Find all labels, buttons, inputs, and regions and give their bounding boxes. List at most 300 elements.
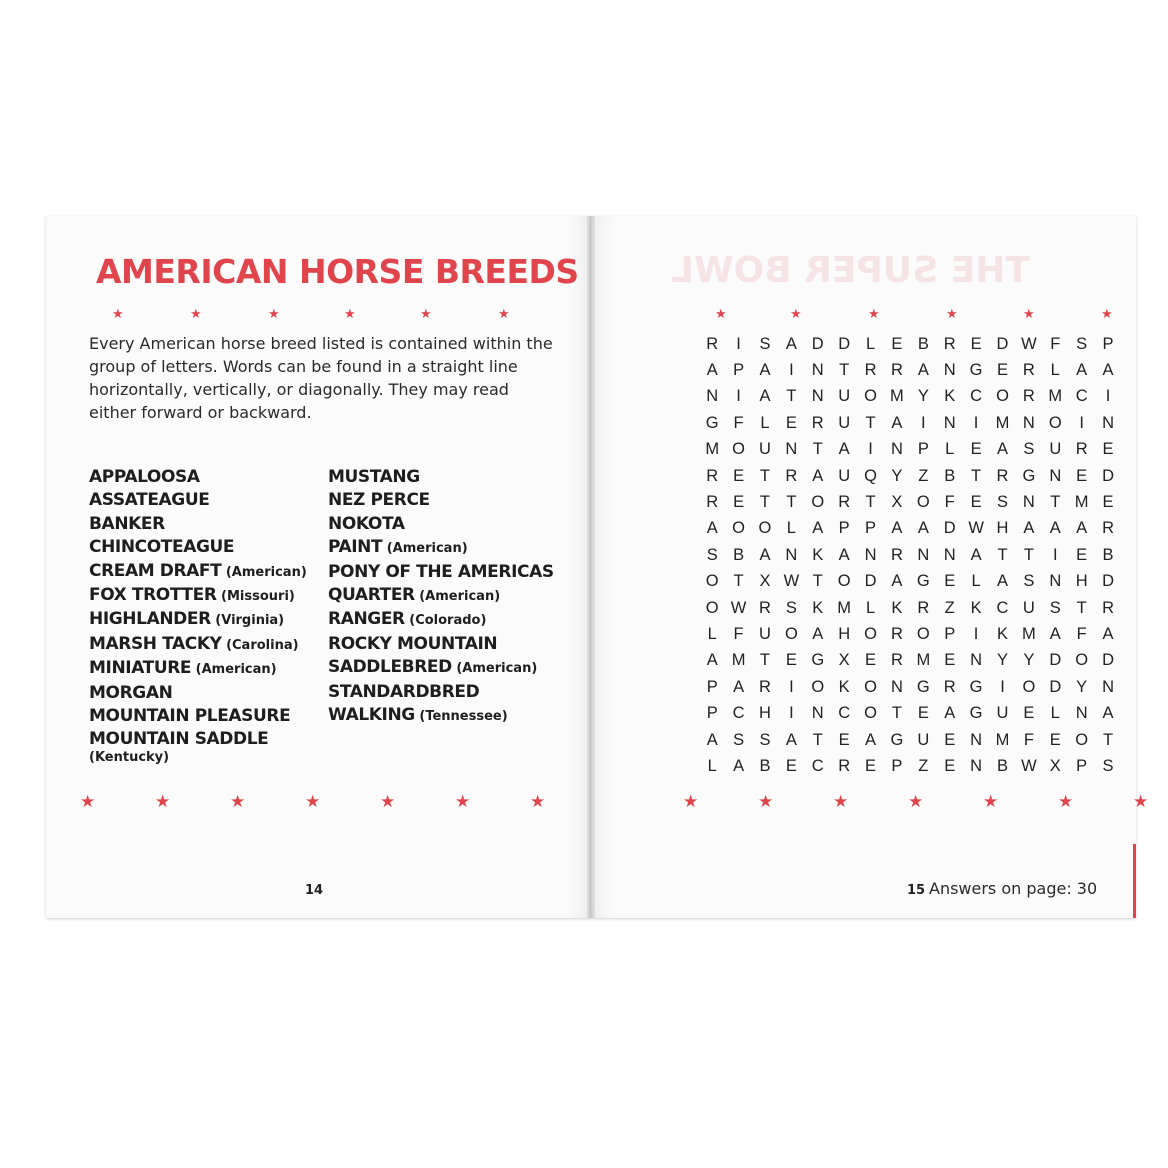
word-list-item [328, 584, 554, 608]
breed-name: MARSH TACKY [89, 633, 222, 654]
grid-letter: T [759, 651, 771, 670]
grid-letter: R [1075, 440, 1088, 459]
word-list-item [89, 633, 307, 657]
grid-letter: O [837, 572, 851, 591]
grid-letter: E [944, 730, 956, 749]
grid-letter: N [970, 730, 983, 749]
grid-letter: O [1075, 730, 1089, 749]
grid-letter: M [916, 651, 931, 670]
grid-letter: R [943, 677, 956, 696]
breed-note: (Tennessee) [414, 709, 508, 725]
star-icon: ★ [498, 307, 510, 322]
word-list-item [328, 536, 554, 560]
grid-letter: L [760, 413, 770, 432]
grid-letter: M [1022, 624, 1036, 643]
grid-letter: U [1049, 440, 1062, 459]
word-list-item [328, 561, 554, 584]
grid-letter: T [839, 361, 850, 380]
grid-letter: R [706, 466, 719, 485]
star-icon: ★ [1023, 307, 1035, 322]
grid-letter: A [996, 440, 1008, 459]
grid-letter: O [996, 387, 1009, 406]
breed-note: (Missouri) [216, 589, 295, 605]
grid-letter: H [838, 624, 851, 643]
grid-letter: M [890, 387, 904, 406]
grid-letter: M [995, 730, 1010, 749]
page-number: 15 [907, 883, 926, 898]
breed-note: (American) [451, 661, 538, 677]
breed-note: (Virginia) [210, 613, 285, 629]
breed-note: (American) [191, 662, 277, 678]
grid-letter: A [812, 519, 824, 538]
grid-letter: A [1076, 519, 1088, 538]
grid-letter: D [1102, 572, 1115, 591]
grid-letter: K [812, 545, 824, 564]
grid-letter: I [736, 334, 741, 353]
grid-letter: T [812, 572, 823, 591]
grid-letter: I [1105, 387, 1111, 406]
grid-row [699, 437, 1121, 463]
grid-letter: R [759, 598, 771, 617]
grid-letter: T [971, 466, 982, 485]
grid-letter: O [811, 677, 825, 696]
breed-note: (American) [414, 589, 501, 605]
grid-letter: U [917, 730, 930, 749]
grid-letter: T [786, 493, 797, 512]
word-list-item [328, 681, 554, 704]
grid-letter: H [996, 519, 1009, 538]
grid-letter: G [916, 572, 930, 591]
breed-name: STANDARDBRED [328, 681, 480, 702]
grid-letter: A [785, 334, 797, 353]
grid-letter: A [1102, 361, 1114, 380]
grid-letter: P [1076, 756, 1088, 775]
grid-letter: S [759, 334, 771, 353]
grid-letter: D [838, 334, 851, 353]
grid-letter: L [945, 440, 955, 459]
show-through-title: THE SUPER BOWL [671, 250, 1030, 291]
grid-letter: A [865, 730, 877, 749]
grid-letter: C [996, 598, 1009, 617]
grid-letter: N [943, 545, 956, 564]
star-icon: ★ [1058, 792, 1074, 812]
grid-letter: O [811, 493, 825, 512]
breed-note: (Kentucky) [89, 749, 170, 765]
grid-letter: E [785, 413, 797, 432]
grid-letter: T [759, 493, 771, 512]
grid-letter: E [944, 572, 956, 591]
grid-letter: U [996, 704, 1009, 723]
grid-letter: S [1023, 440, 1035, 459]
grid-letter: S [733, 730, 745, 749]
grid-letter: R [1022, 387, 1035, 406]
grid-letter: Y [891, 466, 903, 485]
grid-letter: U [838, 413, 851, 432]
grid-letter: X [1049, 756, 1061, 775]
grid-letter: U [1022, 598, 1035, 617]
grid-letter: K [891, 598, 903, 617]
grid-letter: W [730, 598, 747, 617]
grid-letter: I [973, 624, 979, 643]
grid-letter: R [706, 493, 719, 512]
grid-letter: R [811, 413, 824, 432]
grid-letter: E [785, 651, 797, 670]
grid-letter: R [1022, 361, 1035, 380]
star-icon: ★ [1101, 307, 1113, 322]
grid-letter: N [706, 387, 719, 406]
grid-row [699, 674, 1121, 700]
grid-letter: P [865, 519, 877, 538]
grid-letter: O [864, 624, 877, 643]
grid-letter: L [865, 334, 876, 353]
grid-letter: P [733, 361, 745, 380]
grid-letter: B [917, 334, 929, 353]
grid-letter: I [789, 677, 794, 696]
grid-letter: A [1102, 624, 1114, 643]
grid-letter: U [759, 440, 771, 459]
grid-letter: A [917, 519, 929, 538]
grid-letter: M [1048, 387, 1063, 406]
word-list-item [89, 584, 307, 608]
grid-letter: I [789, 704, 794, 723]
grid-letter: O [916, 493, 930, 512]
grid-letter: O [864, 677, 877, 696]
grid-letter: L [971, 572, 981, 591]
grid-letter: A [706, 361, 718, 380]
grid-letter: O [705, 572, 719, 591]
star-icon: ★ [983, 792, 999, 812]
grid-letter: B [1102, 545, 1114, 564]
grid-letter: M [705, 440, 720, 459]
grid-letter: R [890, 651, 903, 670]
grid-row [699, 384, 1121, 410]
word-list-item [89, 536, 307, 559]
grid-letter: M [731, 651, 746, 670]
grid-letter: A [1049, 624, 1061, 643]
grid-letter: A [917, 361, 929, 380]
breed-name: MUSTANG [328, 467, 420, 487]
grid-letter: I [1000, 677, 1005, 696]
word-list-item [89, 705, 307, 728]
breed-name: PONY OF THE AMERICAS [328, 561, 554, 582]
grid-row [699, 542, 1121, 568]
grid-letter: T [733, 572, 744, 591]
grid-letter: E [944, 756, 956, 775]
word-list-item [89, 489, 307, 512]
breed-name: CHINCOTEAGUE [89, 537, 235, 558]
grid-letter: O [864, 387, 877, 406]
breed-name: MOUNTAIN SADDLE [89, 729, 269, 750]
grid-row [699, 621, 1121, 647]
grid-row [699, 489, 1121, 515]
breed-name: CREAM DRAFT [89, 560, 222, 581]
grid-letter: M [837, 598, 852, 617]
grid-letter: P [706, 677, 718, 696]
grid-letter: Y [996, 651, 1008, 670]
grid-letter: R [838, 493, 851, 512]
grid-letter: L [1050, 361, 1060, 380]
grid-letter: K [812, 598, 824, 617]
grid-letter: A [891, 413, 903, 432]
breed-note: (American) [221, 564, 307, 580]
answers-note: Answers on page: 30 [929, 879, 1098, 898]
grid-letter: R [759, 677, 771, 696]
breed-name: FOX TROTTER [89, 585, 217, 606]
grid-letter: S [1023, 572, 1035, 591]
grid-letter: O [864, 704, 877, 723]
star-icon: ★ [946, 307, 958, 322]
breed-note: (American) [382, 541, 468, 557]
grid-letter: E [1023, 704, 1035, 723]
word-list-item [328, 656, 554, 680]
star-icon: ★ [344, 307, 356, 322]
grid-letter: A [812, 624, 824, 643]
breed-name: RANGER [328, 609, 405, 630]
grid-letter: Y [917, 387, 929, 406]
star-icon: ★ [455, 792, 471, 812]
grid-letter: N [970, 756, 983, 775]
page-number: 14 [305, 883, 324, 898]
page-title: AMERICAN HORSE BREEDS [96, 252, 579, 291]
grid-letter: D [1049, 677, 1062, 696]
breed-note: (Carolina) [221, 637, 299, 653]
grid-letter: U [838, 387, 851, 406]
grid-letter: E [970, 493, 982, 512]
grid-letter: N [864, 545, 877, 564]
grid-letter: A [838, 545, 850, 564]
grid-letter: H [759, 704, 771, 723]
grid-letter: I [973, 413, 979, 432]
grid-letter: G [705, 413, 719, 432]
breed-name: NEZ PERCE [328, 490, 430, 511]
grid-letter: N [811, 387, 824, 406]
grid-letter: O [1075, 651, 1089, 670]
word-list-item [89, 608, 307, 632]
grid-letter: R [890, 624, 903, 643]
grid-letter: W [783, 572, 800, 591]
grid-letter: H [1075, 572, 1088, 591]
grid-row [699, 463, 1121, 489]
star-icon: ★ [380, 792, 396, 812]
grid-letter: T [1023, 545, 1034, 564]
grid-letter: S [1049, 598, 1061, 617]
grid-letter: A [891, 519, 903, 538]
breed-name: WALKING [328, 705, 415, 726]
right-page [591, 216, 1149, 918]
grid-letter: N [1022, 413, 1035, 432]
grid-row [699, 648, 1121, 674]
grid-letter: D [1102, 466, 1115, 485]
star-icon: ★ [908, 792, 924, 812]
grid-letter: N [970, 651, 983, 670]
grid-letter: P [838, 519, 850, 538]
open-puzzle-book [46, 216, 1149, 918]
grid-letter: N [1022, 493, 1035, 512]
grid-letter: N [811, 361, 824, 380]
grid-letter: T [997, 545, 1008, 564]
grid-letter: N [890, 677, 903, 696]
grid-letter: L [786, 519, 796, 538]
grid-letter: O [1048, 413, 1062, 432]
grid-letter: P [1102, 334, 1114, 353]
grid-letter: E [733, 493, 745, 512]
grid-letter: B [759, 756, 771, 775]
grid-letter: E [785, 756, 797, 775]
grid-letter: L [707, 756, 717, 775]
grid-letter: F [1076, 624, 1087, 643]
grid-letter: K [996, 624, 1008, 643]
star-icon: ★ [80, 792, 96, 812]
grid-letter: Z [944, 598, 955, 617]
grid-letter: N [943, 413, 956, 432]
grid-letter: A [1076, 361, 1088, 380]
grid-letter: D [864, 572, 877, 591]
grid-letter: E [970, 440, 982, 459]
grid-letter: Y [1023, 651, 1035, 670]
grid-letter: T [812, 440, 823, 459]
grid-letter: I [921, 413, 926, 432]
word-list-item [89, 466, 307, 489]
grid-letter: T [1076, 598, 1087, 617]
grid-letter: G [916, 677, 930, 696]
grid-letter: N [890, 440, 903, 459]
grid-letter: C [838, 704, 851, 723]
grid-letter: E [996, 361, 1008, 380]
grid-letter: T [1103, 730, 1114, 749]
word-list-item [328, 489, 554, 512]
breed-name: MINIATURE [89, 658, 192, 679]
grid-letter: F [1023, 730, 1034, 749]
grid-letter: I [868, 440, 873, 459]
grid-letter: D [811, 334, 824, 353]
grid-letter: O [732, 440, 745, 459]
star-icon: ★ [683, 792, 699, 812]
grid-letter: K [838, 677, 850, 696]
grid-letter: I [1079, 413, 1084, 432]
grid-letter: T [786, 387, 797, 406]
grid-letter: P [891, 756, 903, 775]
grid-letter: R [890, 545, 903, 564]
grid-letter: E [838, 730, 850, 749]
grid-letter: C [811, 756, 824, 775]
breed-name: MORGAN [89, 682, 173, 703]
grid-letter: E [1102, 493, 1114, 512]
grid-letter: F [1050, 334, 1061, 353]
page-edge-mark [1133, 844, 1136, 918]
grid-letter: B [733, 545, 745, 564]
grid-letter: X [759, 572, 771, 591]
word-list-item [328, 466, 554, 489]
breed-name: HIGHLANDER [89, 609, 211, 630]
word-list-item [89, 657, 307, 681]
grid-row [699, 357, 1121, 383]
grid-letter: E [944, 651, 956, 670]
grid-letter: T [865, 413, 876, 432]
grid-letter: O [758, 519, 772, 538]
breed-note: (Colorado) [404, 613, 487, 629]
grid-letter: N [785, 545, 798, 564]
grid-row [699, 331, 1121, 357]
grid-letter: R [838, 756, 851, 775]
word-search-grid [699, 331, 1121, 780]
grid-letter: Z [918, 466, 929, 485]
word-list-item [328, 608, 554, 632]
grid-letter: I [736, 387, 741, 406]
grid-letter: A [996, 572, 1008, 591]
grid-letter: A [733, 677, 745, 696]
star-icon: ★ [155, 792, 171, 812]
grid-letter: E [917, 704, 929, 723]
word-list-item [328, 704, 554, 728]
grid-letter: U [759, 624, 771, 643]
star-icon: ★ [868, 307, 880, 322]
grid-letter: F [733, 413, 744, 432]
grid-letter: A [970, 545, 982, 564]
grid-letter: W [1021, 756, 1037, 775]
grid-letter: T [759, 466, 771, 485]
word-list-item [89, 560, 307, 584]
grid-letter: X [838, 651, 850, 670]
grid-letter: R [864, 361, 877, 380]
grid-letter: E [865, 651, 877, 670]
star-icon: ★ [530, 792, 546, 812]
puzzle-instructions: Every American horse breed listed is contained within the group of letters. Words can be found in a straight line horizontally, vertically, or diagonally. They may read either forward or backward. [89, 334, 553, 422]
grid-letter: N [1049, 466, 1062, 485]
grid-letter: S [1076, 334, 1088, 353]
grid-letter: E [733, 466, 745, 485]
grid-letter: L [1050, 704, 1060, 723]
grid-letter: Q [864, 466, 877, 485]
grid-letter: R [943, 334, 956, 353]
grid-letter: C [970, 387, 983, 406]
grid-letter: M [995, 413, 1010, 432]
grid-letter: R [917, 598, 930, 617]
grid-letter: D [996, 334, 1009, 353]
breed-name: SADDLEBRED [328, 657, 452, 678]
grid-letter: R [706, 334, 719, 353]
grid-letter: O [705, 598, 719, 617]
grid-letter: R [1102, 598, 1115, 617]
grid-letter: N [811, 704, 824, 723]
grid-letter: R [996, 466, 1009, 485]
grid-letter: C [732, 704, 745, 723]
grid-letter: M [1074, 493, 1089, 512]
grid-row [699, 595, 1121, 621]
star-icon: ★ [420, 307, 432, 322]
grid-letter: K [970, 598, 982, 617]
grid-letter: E [1049, 730, 1061, 749]
grid-letter: B [944, 466, 956, 485]
star-icon: ★ [230, 792, 246, 812]
breed-name: PAINT [328, 537, 383, 558]
grid-letter: R [890, 361, 903, 380]
grid-letter: I [789, 361, 794, 380]
grid-letter: S [785, 598, 797, 617]
grid-letter: E [1076, 545, 1088, 564]
star-icon: ★ [715, 307, 727, 322]
word-list-item [89, 682, 307, 705]
grid-letter: U [838, 466, 851, 485]
breed-name: QUARTER [328, 585, 415, 606]
grid-letter: B [996, 756, 1008, 775]
grid-letter: T [1050, 493, 1061, 512]
grid-letter: L [707, 624, 717, 643]
star-icon: ★ [1133, 792, 1149, 812]
grid-letter: A [706, 651, 718, 670]
grid-letter: A [706, 730, 718, 749]
grid-letter: C [1075, 387, 1088, 406]
grid-letter: L [865, 598, 876, 617]
